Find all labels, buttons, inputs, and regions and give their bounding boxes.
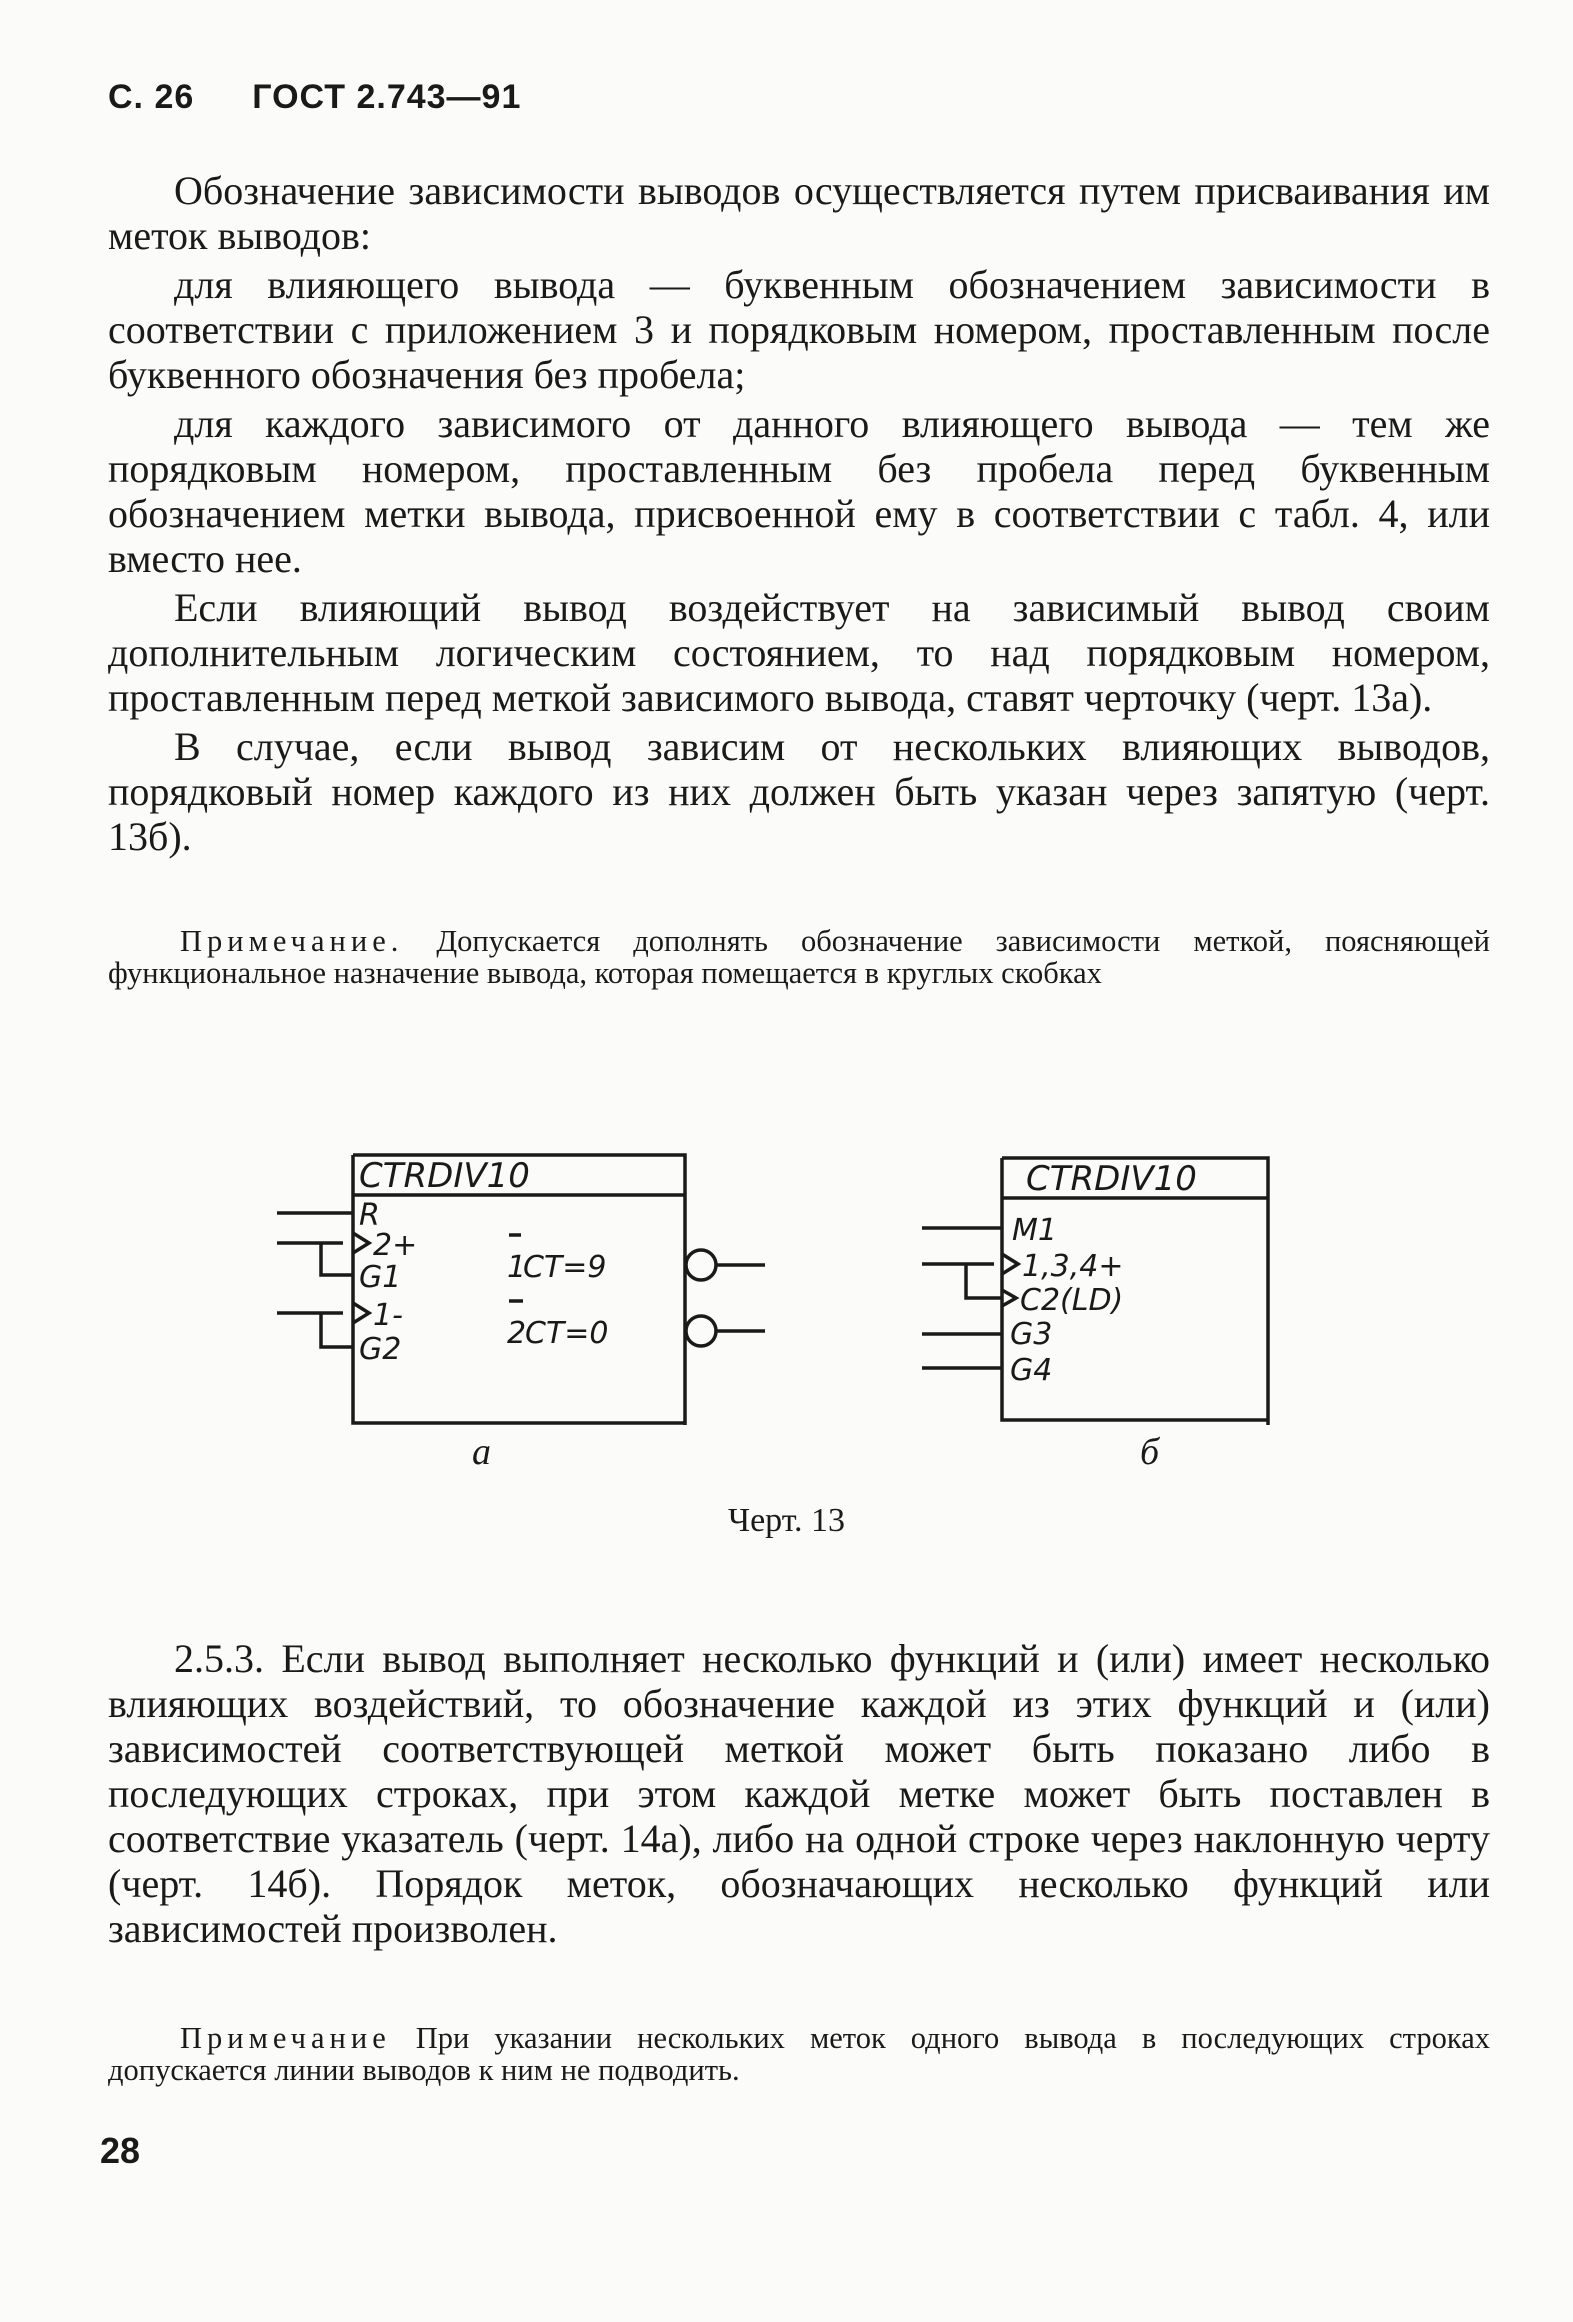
label-g2: G2 bbox=[359, 1332, 402, 1367]
diagram-a-svg bbox=[265, 1135, 765, 1425]
output-1-number: 1 bbox=[507, 1250, 527, 1285]
page-header bbox=[108, 78, 579, 117]
dynamic-input-icon bbox=[1002, 1254, 1018, 1274]
page-number: 28 bbox=[100, 2130, 141, 2171]
input-line-g2 bbox=[321, 1313, 353, 1347]
paragraph: Если влияющий вывод воздействует на зависимый вывод своим дополнительным логическим состоянием, то над порядковым номером, проставленным перед меткой зависимого вывода, ставят черточку (черт. 13а). bbox=[108, 585, 1490, 720]
inversion-circle-icon bbox=[686, 1250, 716, 1280]
figure-caption: Черт. 13 bbox=[727, 1502, 846, 1539]
section-2-5-3-text bbox=[108, 1636, 1490, 1955]
paragraph: для каждого зависимого от данного влияющего вывода — тем же порядковым номером, проставленным без пробела перед буквенным обозначением метки вывода, присвоенной ему в соответствии с табл. 4, или вместо нее. bbox=[108, 401, 1490, 581]
note-1 bbox=[108, 925, 1490, 989]
note-text: При указании нескольких меток одного вывода в последующих строках допускается линии выводов к ним не подводить. bbox=[108, 2021, 1491, 2087]
output-1-label: CT=9 bbox=[523, 1250, 607, 1285]
note-lead: Примечание bbox=[180, 2021, 391, 2055]
standard-number: ГОСТ 2.743—91 bbox=[252, 78, 522, 116]
paragraph: Обозначение зависимости выводов осуществляется путем присваивания им меток выводов: bbox=[108, 168, 1490, 258]
label-g1: G1 bbox=[359, 1260, 402, 1295]
label-1-3-4plus: 1,3,4+ bbox=[1022, 1249, 1124, 1284]
diagram-b bbox=[910, 1140, 1280, 1425]
output-2-label: CT=0 bbox=[525, 1316, 609, 1351]
diagram-a-title: CTRDIV10 bbox=[359, 1156, 530, 1196]
diagram-b-label: б bbox=[1140, 1431, 1160, 1473]
diagram-b-title: CTRDIV10 bbox=[1026, 1159, 1197, 1199]
section-dependency-text bbox=[108, 168, 1490, 863]
paragraph: 2.5.3. Если вывод выполняет несколько функций и (или) имеет несколько влияющих воздействий, то обозначение каждой из этих функций и (или) зависимостей соответствующей меткой может быть показано либо в последующих строках, при этом каждой метке может быть поставлен в соответствие указатель (черт. 14а), либо на одной строке через наклонную черту (черт. 14б). Порядок меток, обозначающих несколько функций или зависимостей произволен. bbox=[108, 1636, 1490, 1951]
dynamic-input-icon bbox=[1002, 1290, 1016, 1306]
dynamic-input-icon bbox=[353, 1233, 369, 1253]
page-reference: С. 26 bbox=[108, 78, 195, 116]
inversion-circle-icon bbox=[686, 1316, 716, 1346]
label-g3: G3 bbox=[1010, 1317, 1053, 1352]
label-r: R bbox=[359, 1198, 380, 1233]
input-line-c2 bbox=[966, 1264, 1002, 1298]
note-text: Допускается дополнять обозначение зависимости меткой, поясняющей функциональное назначение вывода, которая помещается в круглых скобках bbox=[108, 924, 1490, 990]
output-2-number: 2 bbox=[507, 1316, 527, 1351]
diagram-b-svg bbox=[910, 1140, 1280, 1425]
note-lead: Примечание. bbox=[180, 924, 404, 958]
label-1minus: 1- bbox=[373, 1298, 403, 1333]
label-2plus: 2+ bbox=[373, 1228, 418, 1263]
dynamic-input-icon bbox=[353, 1303, 369, 1323]
label-g4: G4 bbox=[1010, 1353, 1053, 1388]
input-line-g1 bbox=[321, 1243, 353, 1275]
paragraph: для влияющего вывода — буквенным обозначением зависимости в соответствии с приложением 3 и порядковым номером, проставленным после буквенного обозначения без пробела; bbox=[108, 262, 1490, 397]
paragraph: В случае, если вывод зависим от нескольких влияющих выводов, порядковый номер каждого из них должен быть указан через запятую (черт. 13б). bbox=[108, 724, 1490, 859]
label-m1: M1 bbox=[1012, 1213, 1057, 1248]
diagram-a-label: а bbox=[472, 1431, 491, 1473]
label-c2-ld: C2(LD) bbox=[1020, 1283, 1124, 1318]
diagram-a bbox=[265, 1135, 765, 1425]
note-2 bbox=[108, 2022, 1490, 2086]
